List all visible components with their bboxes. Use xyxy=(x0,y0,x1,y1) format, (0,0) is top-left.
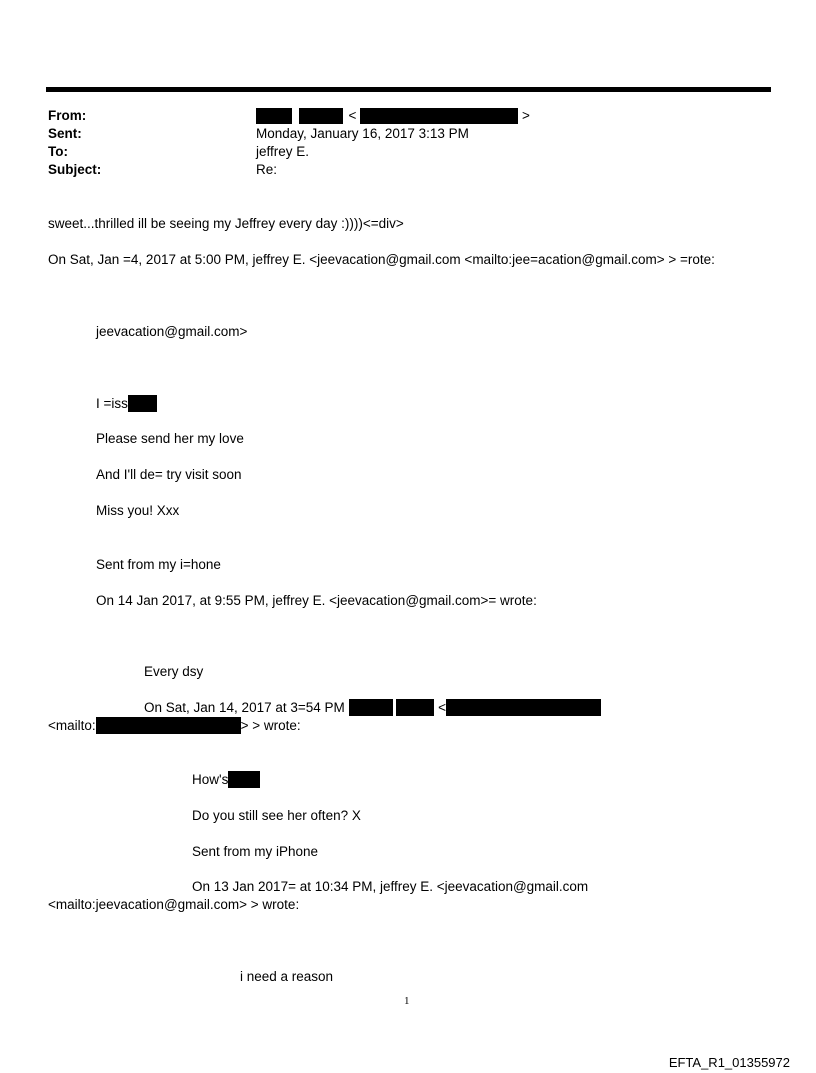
body-text: I =iss xyxy=(96,396,128,411)
redaction-block xyxy=(228,771,260,788)
from-close-bracket: > xyxy=(521,108,530,123)
from-label: From: xyxy=(48,108,87,123)
from-open-bracket: < xyxy=(348,108,357,123)
body-text: <mailto: xyxy=(48,718,96,733)
subject-label: Subject: xyxy=(48,162,102,177)
sent-label: Sent: xyxy=(48,126,82,141)
redaction-block xyxy=(396,699,434,716)
to-value: jeffrey E. xyxy=(256,144,310,159)
body-line: i need a reason xyxy=(240,969,334,984)
from-value xyxy=(256,107,530,125)
body-text: How's xyxy=(192,772,229,787)
redaction-block xyxy=(299,108,343,124)
body-text: > > wrote: xyxy=(240,718,301,733)
body-line: Please send her my love xyxy=(96,431,244,446)
body-line xyxy=(192,771,260,789)
redaction-block xyxy=(128,395,157,412)
body-line: sweet...thrilled ill be seeing my Jeffrey every day :))))<=div> xyxy=(48,216,404,231)
subject-value: Re: xyxy=(256,162,278,177)
body-line: jeevacation@gmail.com> xyxy=(96,324,248,339)
body-line: And I'll de= try visit soon xyxy=(96,467,242,482)
header-rule xyxy=(46,87,771,92)
body-line: <mailto:jeevacation@gmail.com> > wrote: xyxy=(48,897,300,912)
body-line: Every dsy xyxy=(144,664,204,679)
body-text: On Sat, Jan 14, 2017 at 3=54 PM xyxy=(144,700,345,715)
redaction-block xyxy=(349,699,393,716)
body-line: On 14 Jan 2017, at 9:55 PM, jeffrey E. <jeevacation@gmail.com>= wrote: xyxy=(96,593,537,608)
redaction-block xyxy=(96,717,241,734)
body-line: On Sat, Jan =4, 2017 at 5:00 PM, jeffrey E. <jeevacation@gmail.com <mailto:jee=acation@gmail.com> > =rote: xyxy=(48,252,715,267)
body-line: Do you still see her often? X xyxy=(192,808,361,823)
redaction-block xyxy=(256,108,292,124)
document-id: EFTA_R1_01355972 xyxy=(668,1055,790,1070)
body-line: Sent from my i=hone xyxy=(96,557,221,572)
body-line: On 13 Jan 2017= at 10:34 PM, jeffrey E. <jeevacation@gmail.com xyxy=(192,879,589,894)
body-line: Sent from my iPhone xyxy=(192,844,319,859)
redaction-block xyxy=(360,108,518,124)
body-line: Miss you! Xxx xyxy=(96,503,180,518)
body-line xyxy=(144,699,601,717)
redaction-block xyxy=(446,699,601,716)
body-text: < xyxy=(438,700,446,715)
body-line xyxy=(96,395,157,413)
page-number: 1 xyxy=(404,995,410,1007)
sent-value: Monday, January 16, 2017 3:13 PM xyxy=(256,126,469,141)
to-label: To: xyxy=(48,144,68,159)
body-line xyxy=(48,717,301,735)
